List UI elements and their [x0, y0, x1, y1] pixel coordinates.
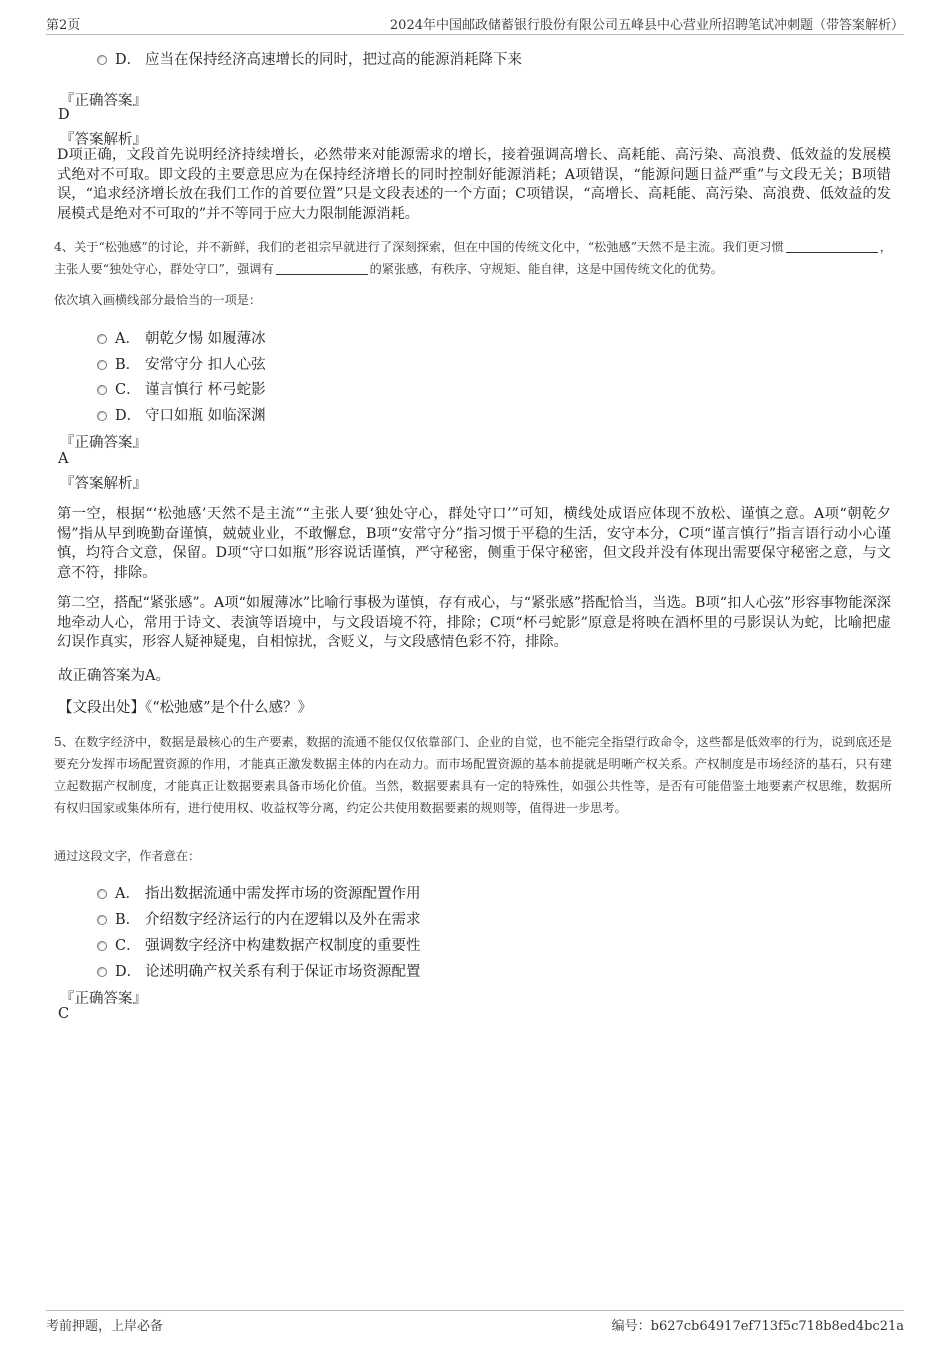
blank-2 [276, 261, 368, 275]
footer-doc-id: 编号：b627cb64917ef713f5c718b8ed4bc21a [611, 1319, 904, 1334]
q5-answer-label: 『正确答案』 [60, 991, 147, 1007]
radio-icon[interactable] [97, 334, 107, 344]
q5-option-c[interactable]: C． 强调数字经济中构建数据产权制度的重要性 [97, 934, 421, 955]
q3-analysis-label: 『答案解析』 [60, 132, 147, 148]
q5-answer: C [58, 1006, 70, 1022]
q4-option-a[interactable]: A． 朝乾夕惕 如履薄冰 [97, 327, 266, 348]
q3-analysis: D项正确，文段首先说明经济持续增长，必然带来对能源需求的增长，接着强调高增长、高耗能、高污染、高浪费、低效益的发展模式绝对不可取。即文段的主要意思应为在保持经济增长的同时控制好能源消耗；A项错误，“能源问题日益严重”与文段无关；B项错误，“追求经济增长放在我们工作的首要位置”只是文段表述的一个方面；C项错误，“高增长、高耗能、高污染、高浪费、低效益的发展模式是绝对不可取的”并不等同于应大力限制能源消耗。 [57, 147, 891, 222]
q4-analysis-first-blank: 第一空，根据“‘松弛感’天然不是主流”“主张人要‘独处守心，群处守口’”可知，横线处成语应体现不放松、谨慎之意。A项“朝乾夕惕”指从早到晚勤奋谨慎，兢兢业业，不敢懈怠，B项“安常守分”指习惯于平稳的生活，安守本分，C项“谨言慎行”指言语行动小心谨慎，均符合文意，保留。D项“守口如瓶”形容说话谨慎，严守秘密，侧重于保守秘密，但文段并没有体现出需要保守秘密之意，与文意不符，排除。 [57, 506, 891, 581]
q5-option-d[interactable]: D． 论述明确产权关系有利于保证市场资源配置 [97, 960, 421, 981]
q4-answer-label: 『正确答案』 [60, 435, 147, 451]
q5-option-a[interactable]: A． 指出数据流通中需发挥市场的资源配置作用 [97, 882, 421, 903]
q3-option-d[interactable]: D． 应当在保持经济高速增长的同时，把过高的能源消耗降下来 [97, 48, 522, 69]
radio-icon[interactable] [97, 967, 107, 977]
q4-conclusion: 故正确答案为A。 [58, 668, 170, 684]
q5-stem: 5、在数字经济中，数据是最核心的生产要素，数据的流通不能仅仅依靠部门、企业的自觉，也不能完全指望行政命令，这些都是低效率的行为，说到底还是要充分发挥市场配置资源的作用，才能真正激发数据主体的内在动力。而市场配置资源的基本前提就是明晰产权关系。产权制度是市场经济的基石，只有建立起数据产权制度，才能真正让数据要素具备市场化价值。当然，数据要素具有一定的特殊性，如强公共性等，是否有可能借鉴土地要素产权思维，数据所有权归国家或集体所有，进行使用权、收益权等分离，约定公共使用数据要素的规则等，值得进一步思考。 [54, 735, 892, 815]
document-title: 2024年中国邮政储蓄银行股份有限公司五峰县中心营业所招聘笔试冲刺题（带答案解析） [389, 18, 904, 33]
q4-option-b[interactable]: B． 安常守分 扣人心弦 [97, 353, 266, 374]
q4-analysis-second-blank: 第二空，搭配“紧张感”。A项“如履薄冰”比喻行事极为谨慎，存有戒心，与“紧张感”搭配恰当，当选。B项“扣人心弦”形容事物能深深地牵动人心，常用于诗文、表演等语境中，与文段语境不符，排除；C项“杯弓蛇影”原意是将映在酒杯里的弓影误认为蛇，比喻把虚幻误作真实，形容人疑神疑鬼，自相惊扰，含贬义，与文段感情色彩不符，排除。 [57, 595, 891, 651]
q4-stem: 4、关于“松弛感”的讨论，并不新鲜，我们的老祖宗早就进行了深刻探索，但在中国的传统文化中，“松弛感”天然不是主流。我们更习惯 ，主张人要“独处守心，群处守口”，强调有 的紧张感，有秩序、守规矩、能自律，这是中国传统文化的优势。 [54, 240, 892, 276]
q4-prompt: 依次填入画横线部分最恰当的一项是： [54, 293, 262, 307]
radio-icon[interactable] [97, 385, 107, 395]
q4-option-c[interactable]: C． 谨言慎行 杯弓蛇影 [97, 378, 266, 399]
footer-slogan: 考前押题，上岸必备 [46, 1319, 164, 1334]
blank-1 [786, 239, 878, 253]
q5-prompt: 通过这段文字，作者意在： [54, 849, 201, 863]
q5-option-b[interactable]: B． 介绍数字经济运行的内在逻辑以及外在需求 [97, 908, 421, 929]
page-number: 第2页 [46, 18, 81, 33]
q3-answer: D [58, 107, 70, 123]
q4-analysis-label: 『答案解析』 [60, 476, 147, 492]
radio-icon[interactable] [97, 411, 107, 421]
radio-icon[interactable] [97, 55, 107, 65]
radio-icon[interactable] [97, 941, 107, 951]
q3-answer-label: 『正确答案』 [60, 93, 147, 109]
q4-source: 【文段出处】《“松弛感”是个什么感？》 [58, 700, 313, 716]
radio-icon[interactable] [97, 915, 107, 925]
page-footer [46, 1310, 904, 1335]
radio-icon[interactable] [97, 360, 107, 370]
q4-answer: A [58, 451, 69, 467]
page-header [46, 14, 904, 35]
radio-icon[interactable] [97, 889, 107, 899]
q4-option-d[interactable]: D． 守口如瓶 如临深渊 [97, 404, 266, 425]
